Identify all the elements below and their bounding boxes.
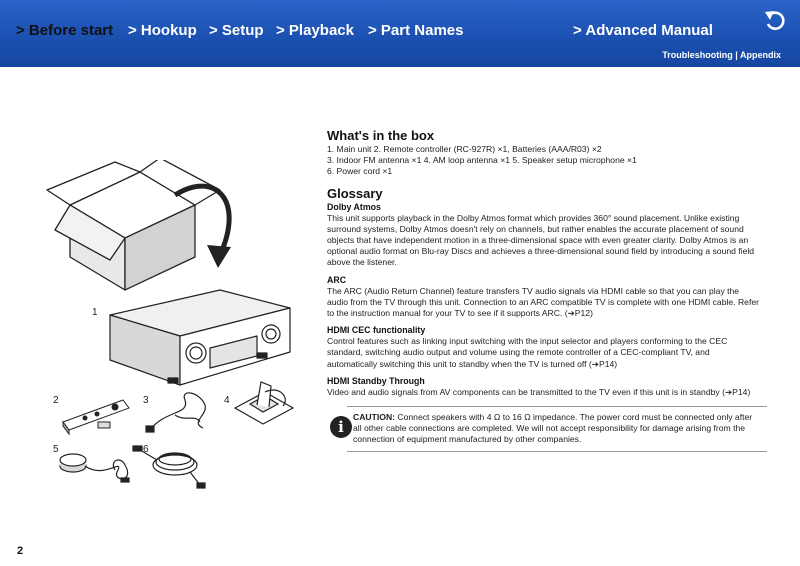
page-ref-link[interactable]: ➔P14 bbox=[724, 386, 748, 397]
nav-advanced-manual[interactable]: > Advanced Manual bbox=[573, 22, 713, 39]
dolby-atmos-text: above the listener. bbox=[327, 257, 397, 268]
speaker-setup-microphone-icon bbox=[60, 454, 129, 482]
header-bar bbox=[0, 0, 800, 67]
fm-antenna-icon bbox=[146, 393, 205, 432]
hdmi-cec-text: standard, switching audio output and volume using the remote controller of a CEC-compliant TV, and bbox=[327, 347, 710, 358]
page-ref-link[interactable]: ➔P14 bbox=[591, 358, 615, 369]
arc-text: The ARC (Audio Return Channel) feature transfers TV audio signals via HDMI cable so that you can play the bbox=[327, 285, 740, 296]
remote-controller-icon bbox=[63, 400, 129, 434]
am-loop-antenna-icon bbox=[235, 382, 293, 424]
box-line: 3. Indoor FM antenna ×1 4. AM loop antenna ×1 5. Speaker setup microphone ×1 bbox=[327, 155, 637, 166]
sub-navigation bbox=[662, 50, 781, 60]
sub-nav-separator: | bbox=[732, 50, 740, 60]
back-icon[interactable] bbox=[762, 8, 788, 34]
dolby-atmos-text: objects that have independent motion in a three-dimensional space with even greater clarity. Dolby Atmos is an bbox=[327, 235, 749, 246]
caution-text: CAUTION: Connect speakers with 4 Ω to 16 Ω impedance. The power cord must be connected only after all other cable connections are completed. We will not accept responsibility for damage arising from the connection of equipment manufactured by other companies. bbox=[353, 412, 753, 445]
glossary-title: Glossary bbox=[327, 185, 383, 201]
nav-setup[interactable]: > Setup bbox=[209, 22, 264, 39]
page-number: 2 bbox=[17, 545, 24, 557]
box-contents-illustration bbox=[25, 160, 310, 525]
link-appendix[interactable]: Appendix bbox=[739, 50, 781, 60]
figure-label-6: 6 bbox=[143, 444, 149, 455]
link-troubleshooting[interactable]: Troubleshooting bbox=[662, 50, 733, 60]
info-icon: i bbox=[330, 416, 352, 438]
caution-box bbox=[327, 406, 767, 452]
hdmi-cec-text: Control features such as linking input switching with the input selector and players conforming to the CEC bbox=[327, 336, 728, 347]
hdmi-cec-heading: HDMI CEC functionality bbox=[327, 325, 426, 336]
whats-in-the-box-title: What's in the box bbox=[327, 128, 435, 143]
figure-label-3: 3 bbox=[143, 395, 149, 406]
caution-label: CAUTION: bbox=[353, 412, 396, 422]
cardboard-box-icon bbox=[47, 160, 220, 290]
figure-label-2: 2 bbox=[53, 395, 59, 406]
divider bbox=[347, 406, 767, 407]
figure-label-1: 1 bbox=[92, 307, 98, 318]
hdmi-standby-heading: HDMI Standby Through bbox=[327, 375, 425, 386]
page-ref-link[interactable]: ➔P12 bbox=[567, 308, 591, 319]
nav-playback[interactable]: > Playback bbox=[276, 22, 354, 39]
dolby-atmos-text: This unit supports playback in the Dolby Atmos format which provides 360° sound placement. Unlike existing bbox=[327, 212, 740, 223]
figure-label-5: 5 bbox=[53, 444, 59, 455]
av-receiver-icon bbox=[110, 290, 290, 385]
arrowhead-icon bbox=[207, 245, 231, 268]
box-line: 1. Main unit 2. Remote controller (RC-927R) ×1, Batteries (AAA/R03) ×2 bbox=[327, 144, 602, 154]
nav-hookup[interactable]: > Hookup bbox=[128, 22, 197, 39]
nav-part-names[interactable]: > Part Names bbox=[368, 22, 464, 39]
arc-text: audio from the TV through this unit. Connection to an ARC compatible TV is complete with one HDMI cable. Refer bbox=[327, 296, 759, 307]
main-content bbox=[327, 128, 767, 398]
arc-text: to the instruction manual for your TV to see if it supports ARC. (➔P12) bbox=[327, 308, 593, 319]
divider bbox=[347, 451, 767, 452]
hdmi-standby-text: Video and audio signals from AV components can be transmitted to the TV even if this unit is in standby (➔P14) bbox=[327, 386, 751, 397]
hdmi-cec-text: automatically switching this unit to standby when the TV is turned off (➔P14) bbox=[327, 358, 618, 369]
nav-before-start[interactable]: > Before start bbox=[16, 22, 114, 39]
figure-label-4: 4 bbox=[224, 395, 230, 406]
dolby-atmos-heading: Dolby Atmos bbox=[327, 201, 381, 212]
dolby-atmos-text: surround systems, Dolby Atmos doesn't rely on channels, but rather enables the accurate placement of sound bbox=[327, 223, 744, 234]
dolby-atmos-text: optional audio format on Blu-ray Discs and achieves a three-dimensional sound field by introducing a sound field bbox=[327, 246, 755, 257]
box-line: 6. Power cord ×1 bbox=[327, 166, 393, 177]
arc-heading: ARC bbox=[327, 274, 347, 285]
